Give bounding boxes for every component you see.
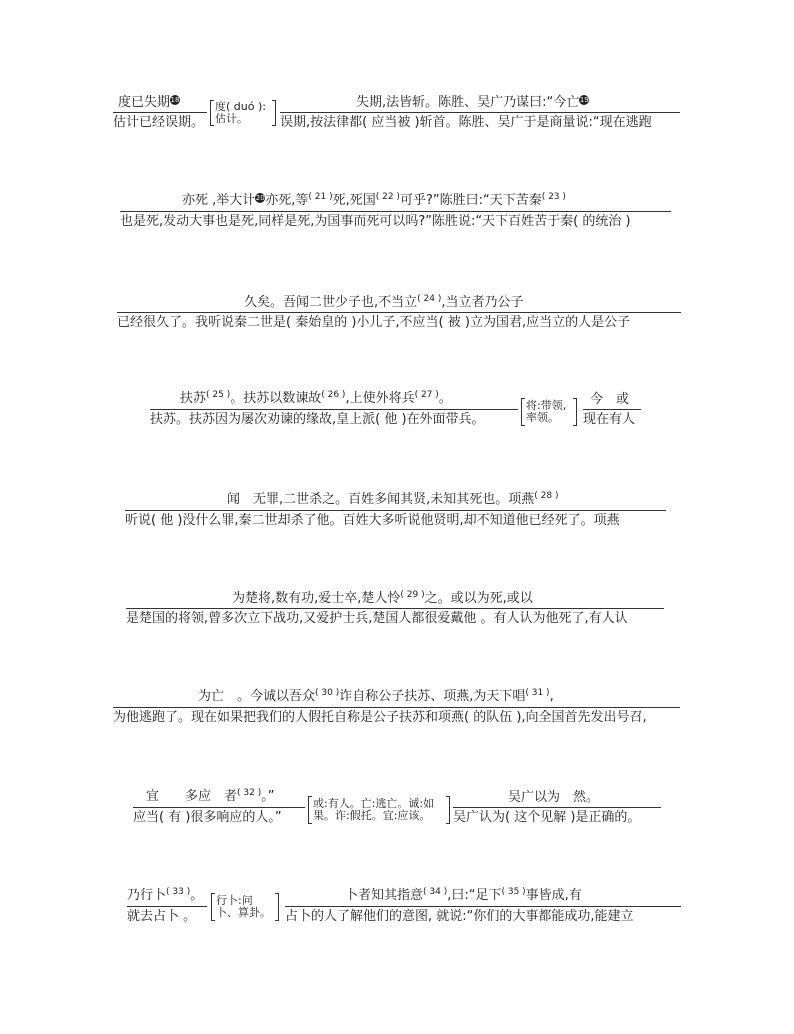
note-line: 行卜:问 — [216, 894, 253, 907]
row4-divider-right — [583, 409, 641, 410]
row4-original-right: 今 或 — [590, 392, 630, 407]
row4-translation-left: 扶苏。扶苏因为屡次劝谏的缘故,皇上派( 他 )在外面带兵。 — [150, 412, 485, 427]
left-bracket — [211, 893, 215, 921]
row8-translation-right: 吴广认为( 这个见解 )是正确的。 — [453, 810, 641, 825]
row6-divider — [126, 608, 664, 609]
row1-annotation — [215, 101, 266, 124]
row7-divider — [113, 707, 680, 708]
row9-divider-right — [285, 906, 681, 907]
row6-translation: 是楚国的将领,曾多次立下战功,又爱护士兵,楚国人都很爱戴他 。有人认为他死了,有人认 — [126, 611, 628, 626]
note-line: 估计。 — [215, 111, 248, 125]
row8-original-left: 宜 多应 者$^{( 32 )}$。” — [146, 788, 275, 804]
row9-translation-right: 占卜的人了解他们的意图, 就说:“你们的大事都能成功,能建立 — [285, 909, 634, 924]
note-line: 将:带领, — [526, 399, 567, 412]
row7-translation: 为他逃跑了。现在如果把我们的人假托自称是公子扶苏和项燕( 的队伍 ),向全国首先发出号召, — [113, 710, 647, 725]
row3-divider — [117, 312, 681, 313]
note-line: 果。诈:假托。宜:应该。 — [313, 808, 431, 822]
row8-divider-right — [453, 807, 661, 808]
right-bracket — [272, 100, 276, 126]
right-bracket — [446, 796, 450, 824]
row6-original: 为楚将,数有功,爱士卒,楚人怜$^{( 29 )}$之。或以为死,或以 — [232, 590, 533, 606]
note-marker: 20 — [255, 194, 265, 202]
row4-divider-left — [150, 409, 518, 410]
row1-original-left: 度已失期18 — [118, 95, 180, 110]
row4-translation-right: 现在有人 — [583, 412, 636, 427]
row2-divider — [120, 211, 671, 212]
row2-original: 亦死 ,举大计20亦死,等$^{( 21 )}$死,死国$^{( 22 )}$可乎?”陈胜曰:“天下苦秦$^{( 23 )}$ — [182, 192, 566, 208]
row4-original-left: 扶苏$^{( 25 )}$。扶苏以数谏故$^{( 26 )}$,上使外将兵$^{( 27 )}$。 — [180, 390, 452, 406]
note-line: 或:有人。亡:逃亡。诚:如 — [313, 797, 435, 810]
row9-translation-left: 就去占卜 。 — [127, 909, 197, 924]
note-line: 度( duó ): — [215, 100, 266, 113]
row9-divider-left — [127, 906, 207, 907]
row8-original-right: 吴广以为 然。 — [508, 790, 600, 805]
left-bracket — [521, 398, 525, 426]
row8-divider-left — [133, 807, 305, 808]
row1-translation-right: 误期,按法律都( 应当被 )斩首。陈胜、吴广于是商量说:“现在逃跑 — [280, 115, 652, 130]
right-bracket — [573, 398, 577, 426]
row1-divider-right — [280, 112, 680, 113]
row2-translation: 也是死,发动大事也是死,同样是死,为国事而死可以吗?”陈胜说:“天下百姓苦于秦( 的统治 ) — [120, 214, 631, 229]
row9-original-left: 乃行卜$^{( 33 )}$。 — [127, 887, 204, 903]
row3-original: 久矣。吾闻二世少子也,不当立$^{( 24 )}$,当立者乃公子 — [244, 294, 524, 310]
row9-original-right: 卜者知其指意$^{( 34 )}$,曰:“足下$^{( 35 )}$事皆成,有 — [345, 887, 582, 903]
row9-annotation — [216, 895, 271, 918]
row1-original-right: 失期,法皆斩。陈胜、吴广乃谋曰:“今亡19 — [356, 95, 589, 110]
row4-annotation — [526, 400, 566, 423]
row3-translation: 已经很久了。我听说秦二世是( 秦始皇的 )小儿子,不应当( 被 )立为国君,应当立的人是公子 — [117, 315, 631, 330]
right-bracket — [275, 893, 279, 921]
note-marker: 19 — [579, 96, 589, 104]
row5-divider — [125, 510, 666, 511]
row1-translation-left: 估计已经误期。 — [113, 115, 205, 130]
row8-translation-left: 应当( 有 )很多响应的人。” — [133, 810, 282, 825]
left-bracket — [210, 100, 214, 126]
left-bracket — [308, 796, 312, 824]
row7-original: 为亡 。今诚以吾众$^{( 30 )}$诈自称公子扶苏、项燕,为天下唱$^{( 31 )}$, — [198, 688, 554, 704]
note-line: 率领。 — [526, 410, 559, 424]
row8-annotation — [313, 798, 434, 821]
row5-original: 闻 无罪,二世杀之。百姓多闻其贤,未知其死也。项燕$^{( 28 )}$ — [227, 491, 559, 507]
note-marker: 18 — [170, 96, 180, 104]
note-line: 卜、算卦。 — [216, 905, 271, 919]
row5-translation: 听说( 他 )没什么罪,秦二世却杀了他。百姓大多听说他贤明,却不知道他已经死了。项燕 — [125, 513, 620, 528]
row1-divider-left — [113, 112, 207, 113]
